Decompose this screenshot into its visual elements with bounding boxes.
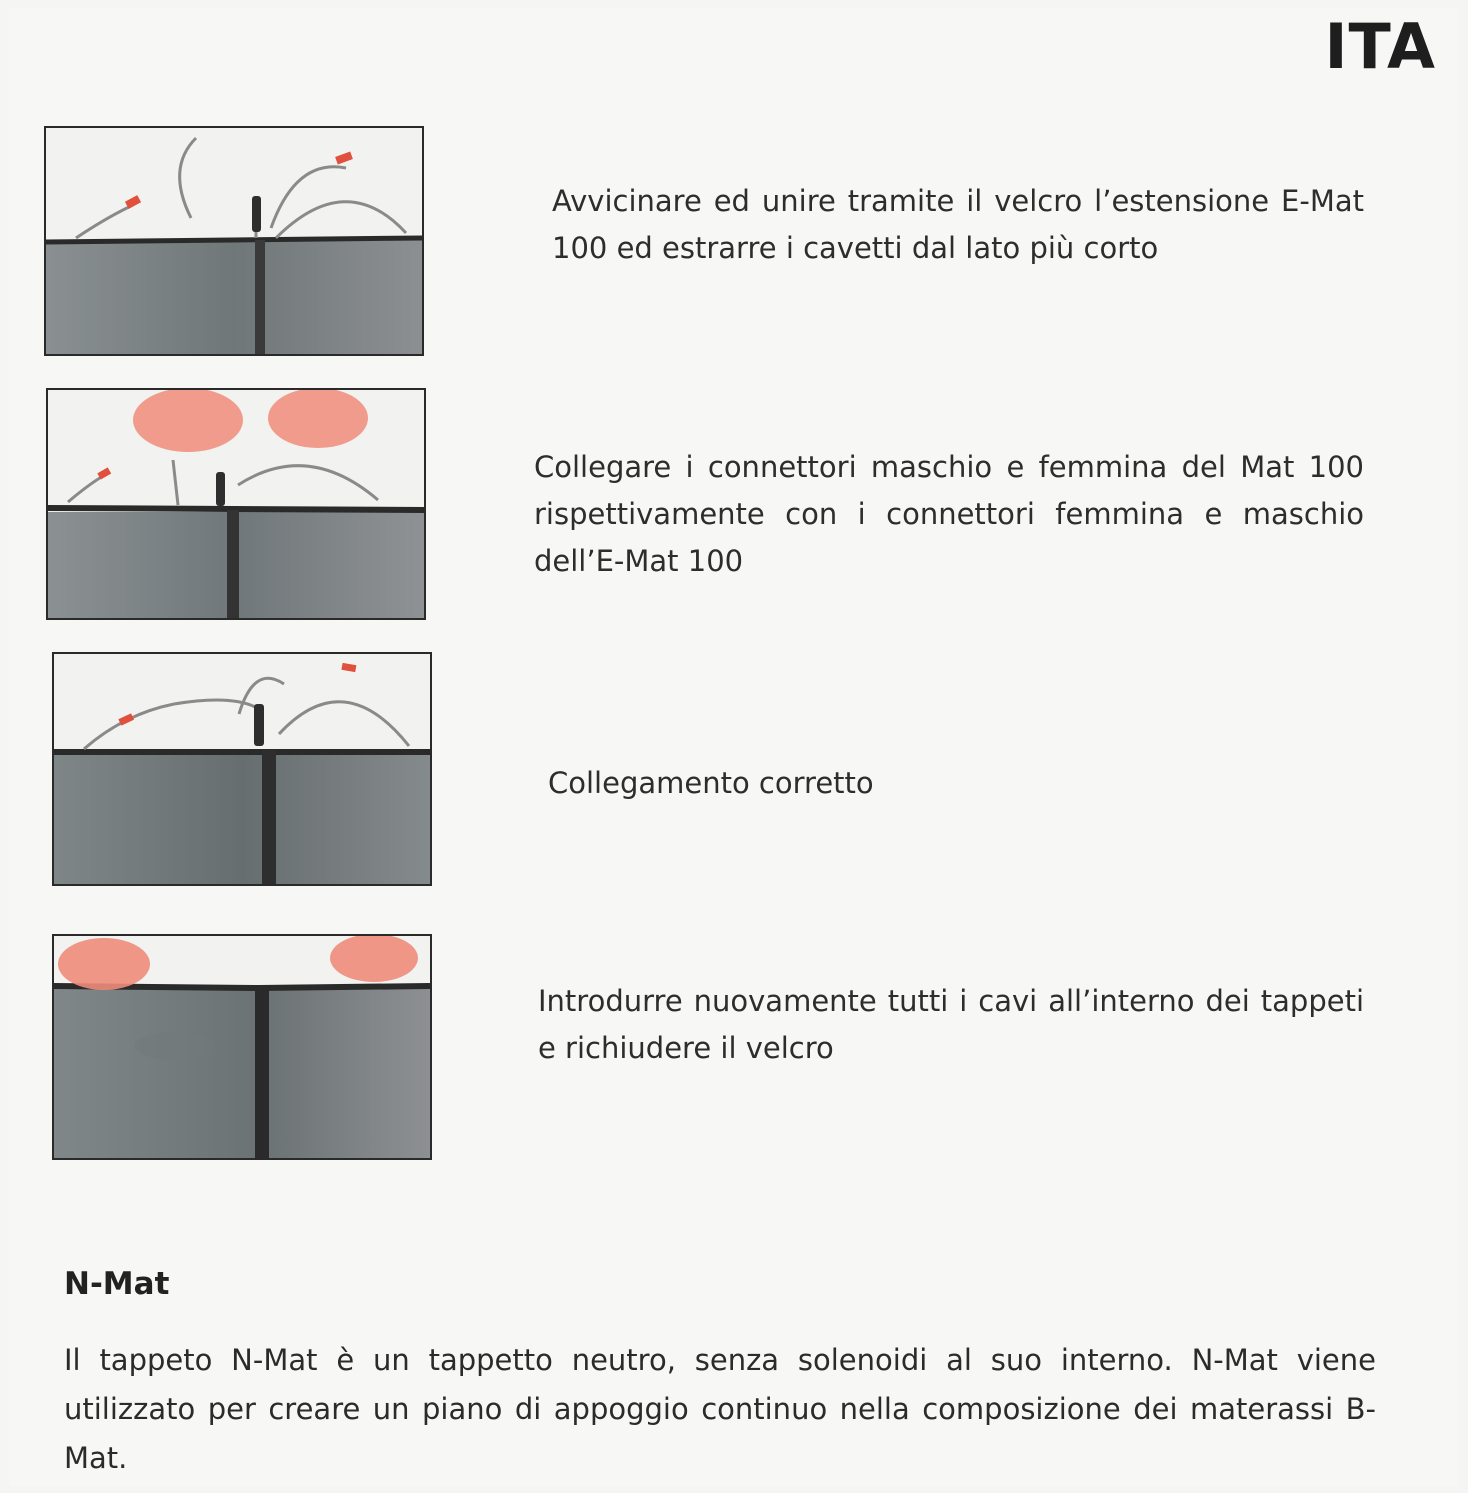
n-mat-title: N-Mat <box>64 1266 170 1302</box>
step-1-photo <box>44 126 424 356</box>
step-2-text: Collegare i connettori maschio e femmina del Mat 100 rispettivamente con i connettori femmina e maschio dell’E-Mat 100 <box>534 450 1364 578</box>
n-mat-description: Il tappeto N-Mat è un tappetto neutro, senza solenoidi al suo interno. N-Mat viene utilizzato per creare un piano di appoggio continuo nella composizione dei materassi B-Mat. <box>64 1343 1376 1475</box>
language-label: ITA <box>1324 10 1436 83</box>
step-2-photo <box>46 388 426 620</box>
step-3-photo <box>52 652 432 886</box>
step-4-text: Introdurre nuovamente tutti i cavi all’interno dei tappeti e richiudere il velcro <box>538 984 1364 1065</box>
step-1-text: Avvicinare ed unire tramite il velcro l’estensione E-Mat 100 ed estrarre i cavetti dal lato più corto <box>552 184 1364 265</box>
manual-page <box>10 8 1458 1486</box>
step-4-photo <box>52 934 432 1160</box>
step-3-text: Collegamento corretto <box>548 766 874 800</box>
